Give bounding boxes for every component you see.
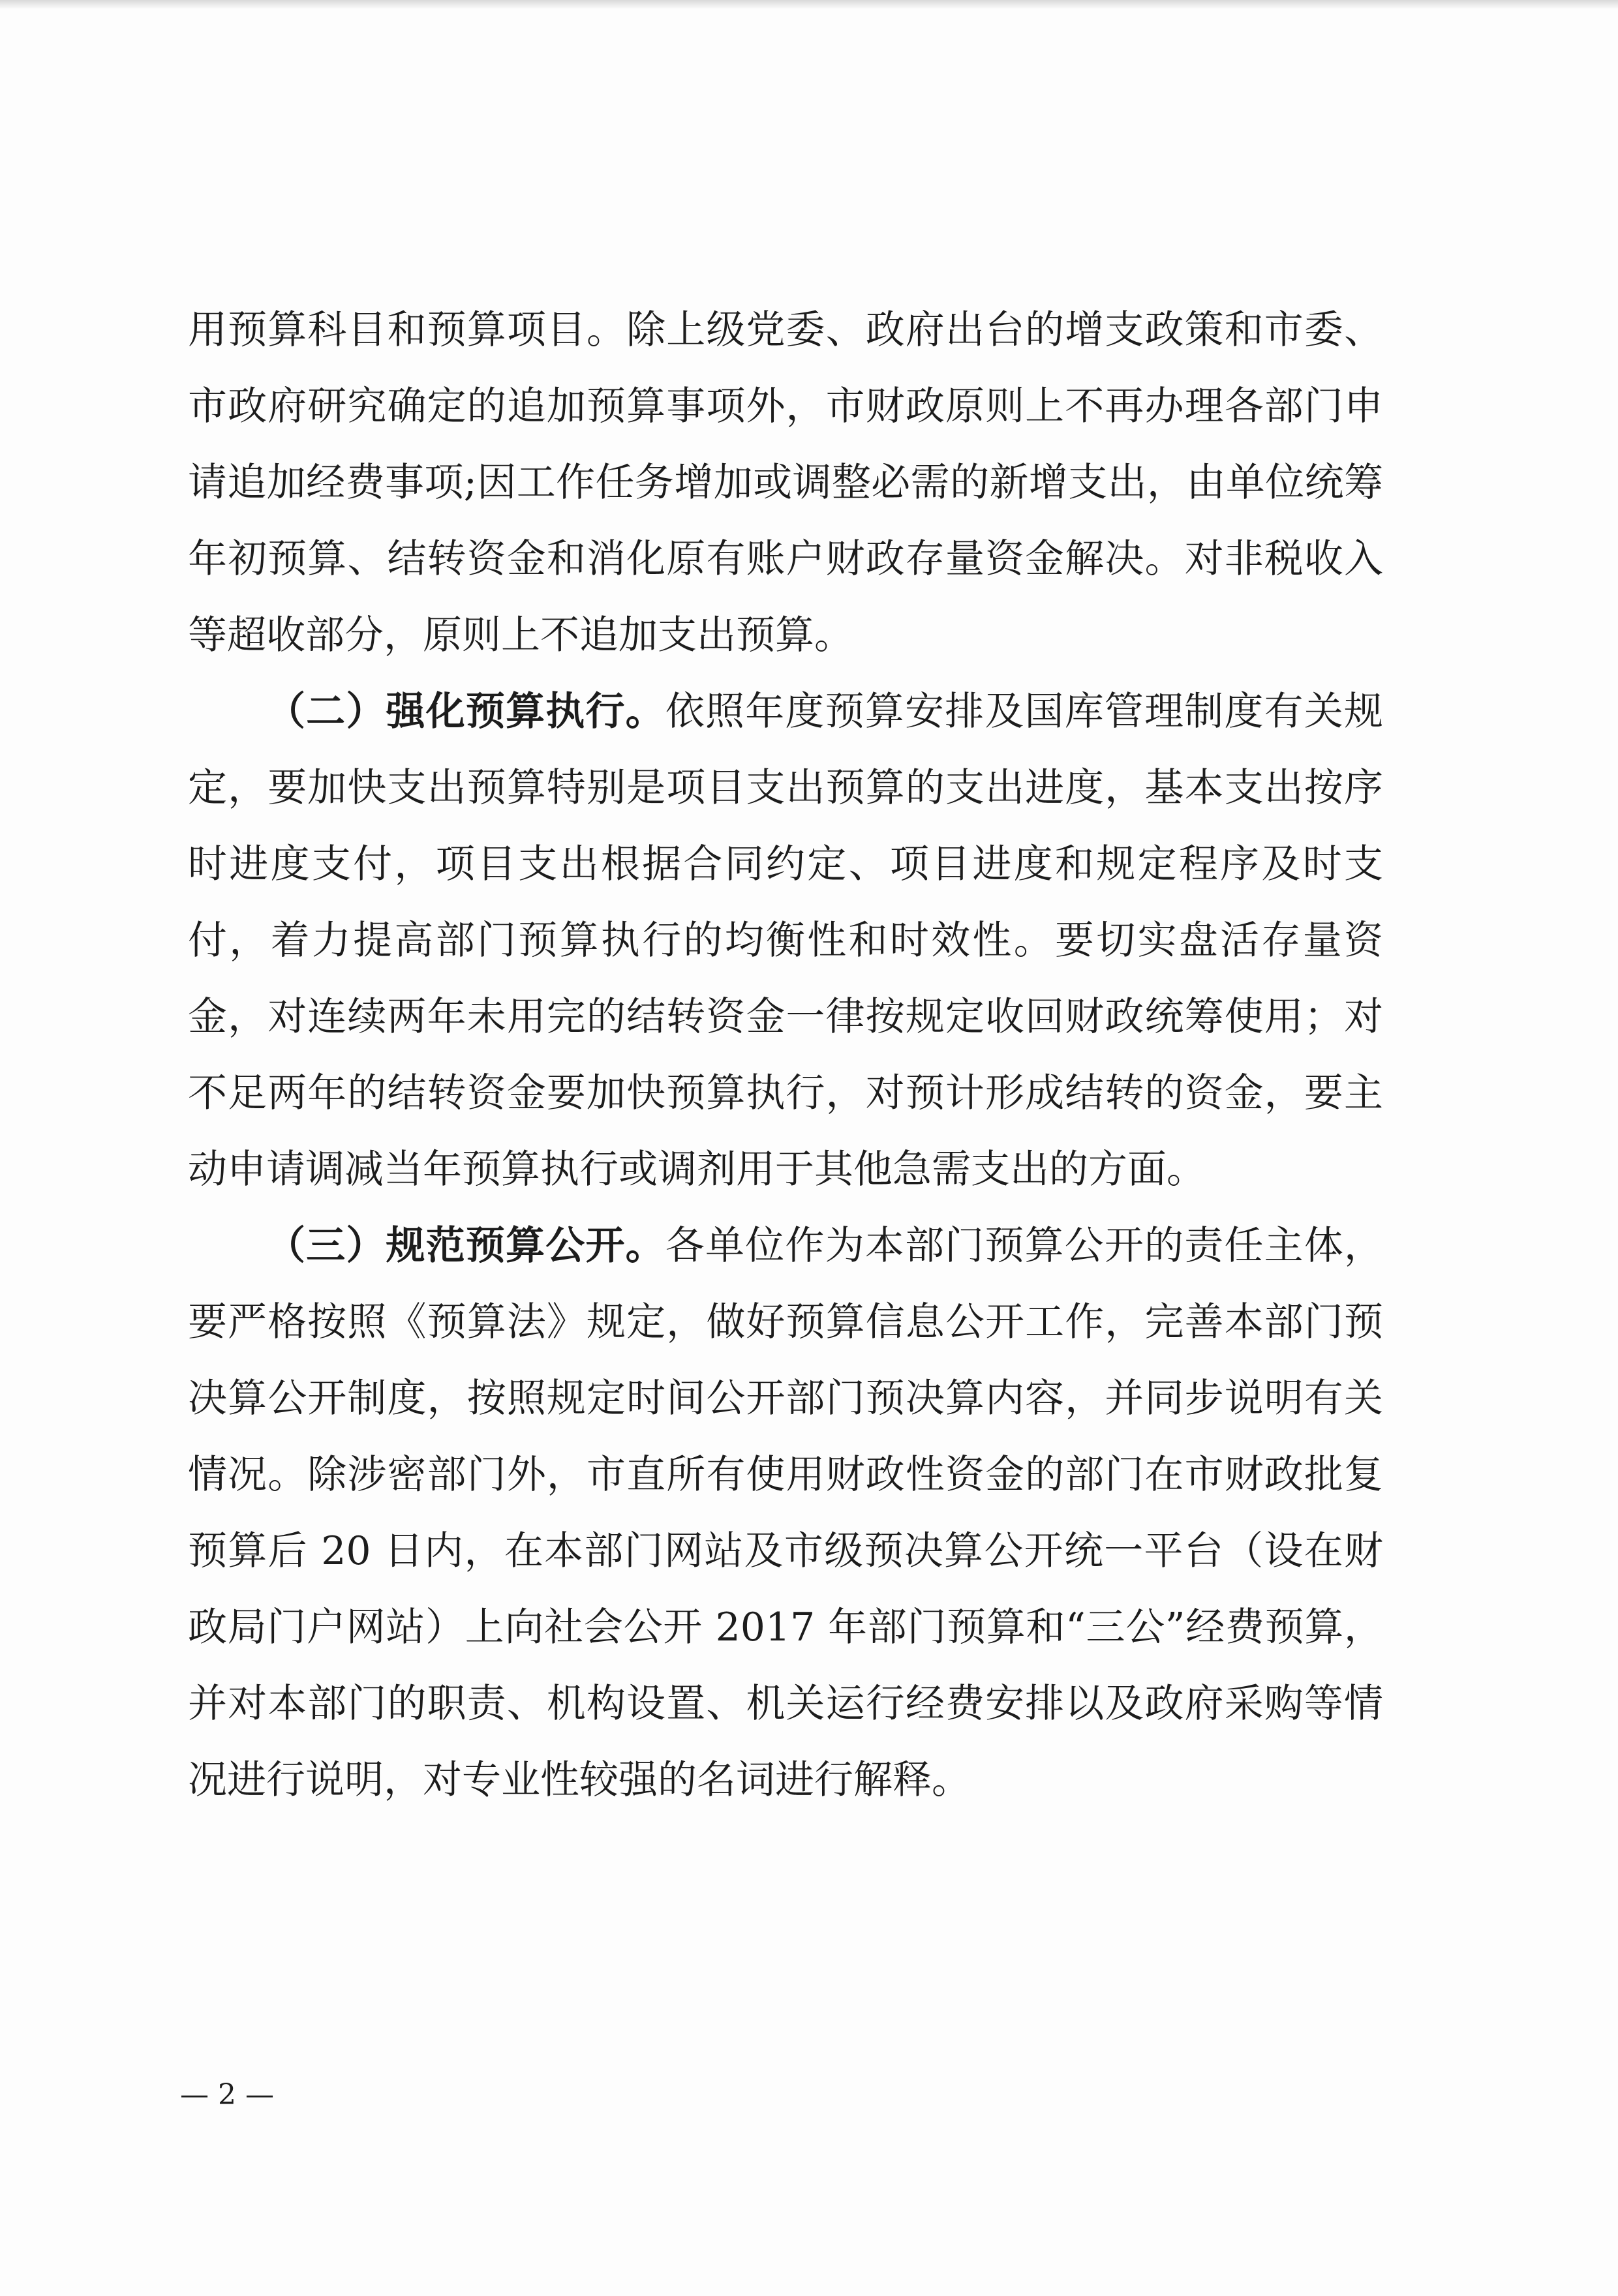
paragraph-3 [188, 1208, 1383, 1819]
paragraph-3-text: 各单位作为本部门预算公开的责任主体，要严格按照《预算法》规定，做好预算信息公开工作，完善本部门预决算公开制度，按照规定时间公开部门预决算内容，并同步说明有关情况。除涉密部门外，市直所有使用财政性资金的部门在市财政批复预算后 20 日内，在本部门网站及市级预决算公开统一平台（设在财政局门户网站）上向社会公开 2017 年部门预算和“三公”经费预算，并对本部门的职责、机构设置、机关运行经费安排以及政府采购等情况进行说明，对专业性较强的名词进行解释。 [188, 1223, 1384, 1803]
section-heading-3: （三）规范预算公开。 [266, 1223, 665, 1269]
paragraph-2-text: 依照年度预算安排及国库管理制度有关规定，要加快支出预算特别是项目支出预算的支出进度，基本支出按序时进度支付，项目支出根据合同约定、项目进度和规定程序及时支付，着力提高部门预算执行的均衡性和时效性。要切实盘活存量资金，对连续两年未用完的结转资金一律按规定收回财政统筹使用；对不足两年的结转资金要加快预算执行，对预计形成结转的资金，要主动申请调减当年预算执行或调剂用于其他急需支出的方面。 [188, 689, 1384, 1192]
paragraph-1-text: 用预算科目和预算项目。除上级党委、政府出台的增支政策和市委、市政府研究确定的追加预算事项外，市财政原则上不再办理各部门申请追加经费事项;因工作任务增加或调整必需的新增支出，由单位统筹年初预算、结转资金和消化原有账户财政存量资金解决。对非税收入等超收部分，原则上不追加支出预算。 [188, 307, 1383, 658]
page-number: — 2 — [180, 2078, 274, 2111]
section-heading-2: （二）强化预算执行。 [266, 689, 665, 734]
document-body [188, 292, 1383, 1819]
scan-top-edge [0, 0, 1618, 9]
paragraph-2 [188, 674, 1383, 1208]
paragraph-1 [188, 292, 1383, 674]
